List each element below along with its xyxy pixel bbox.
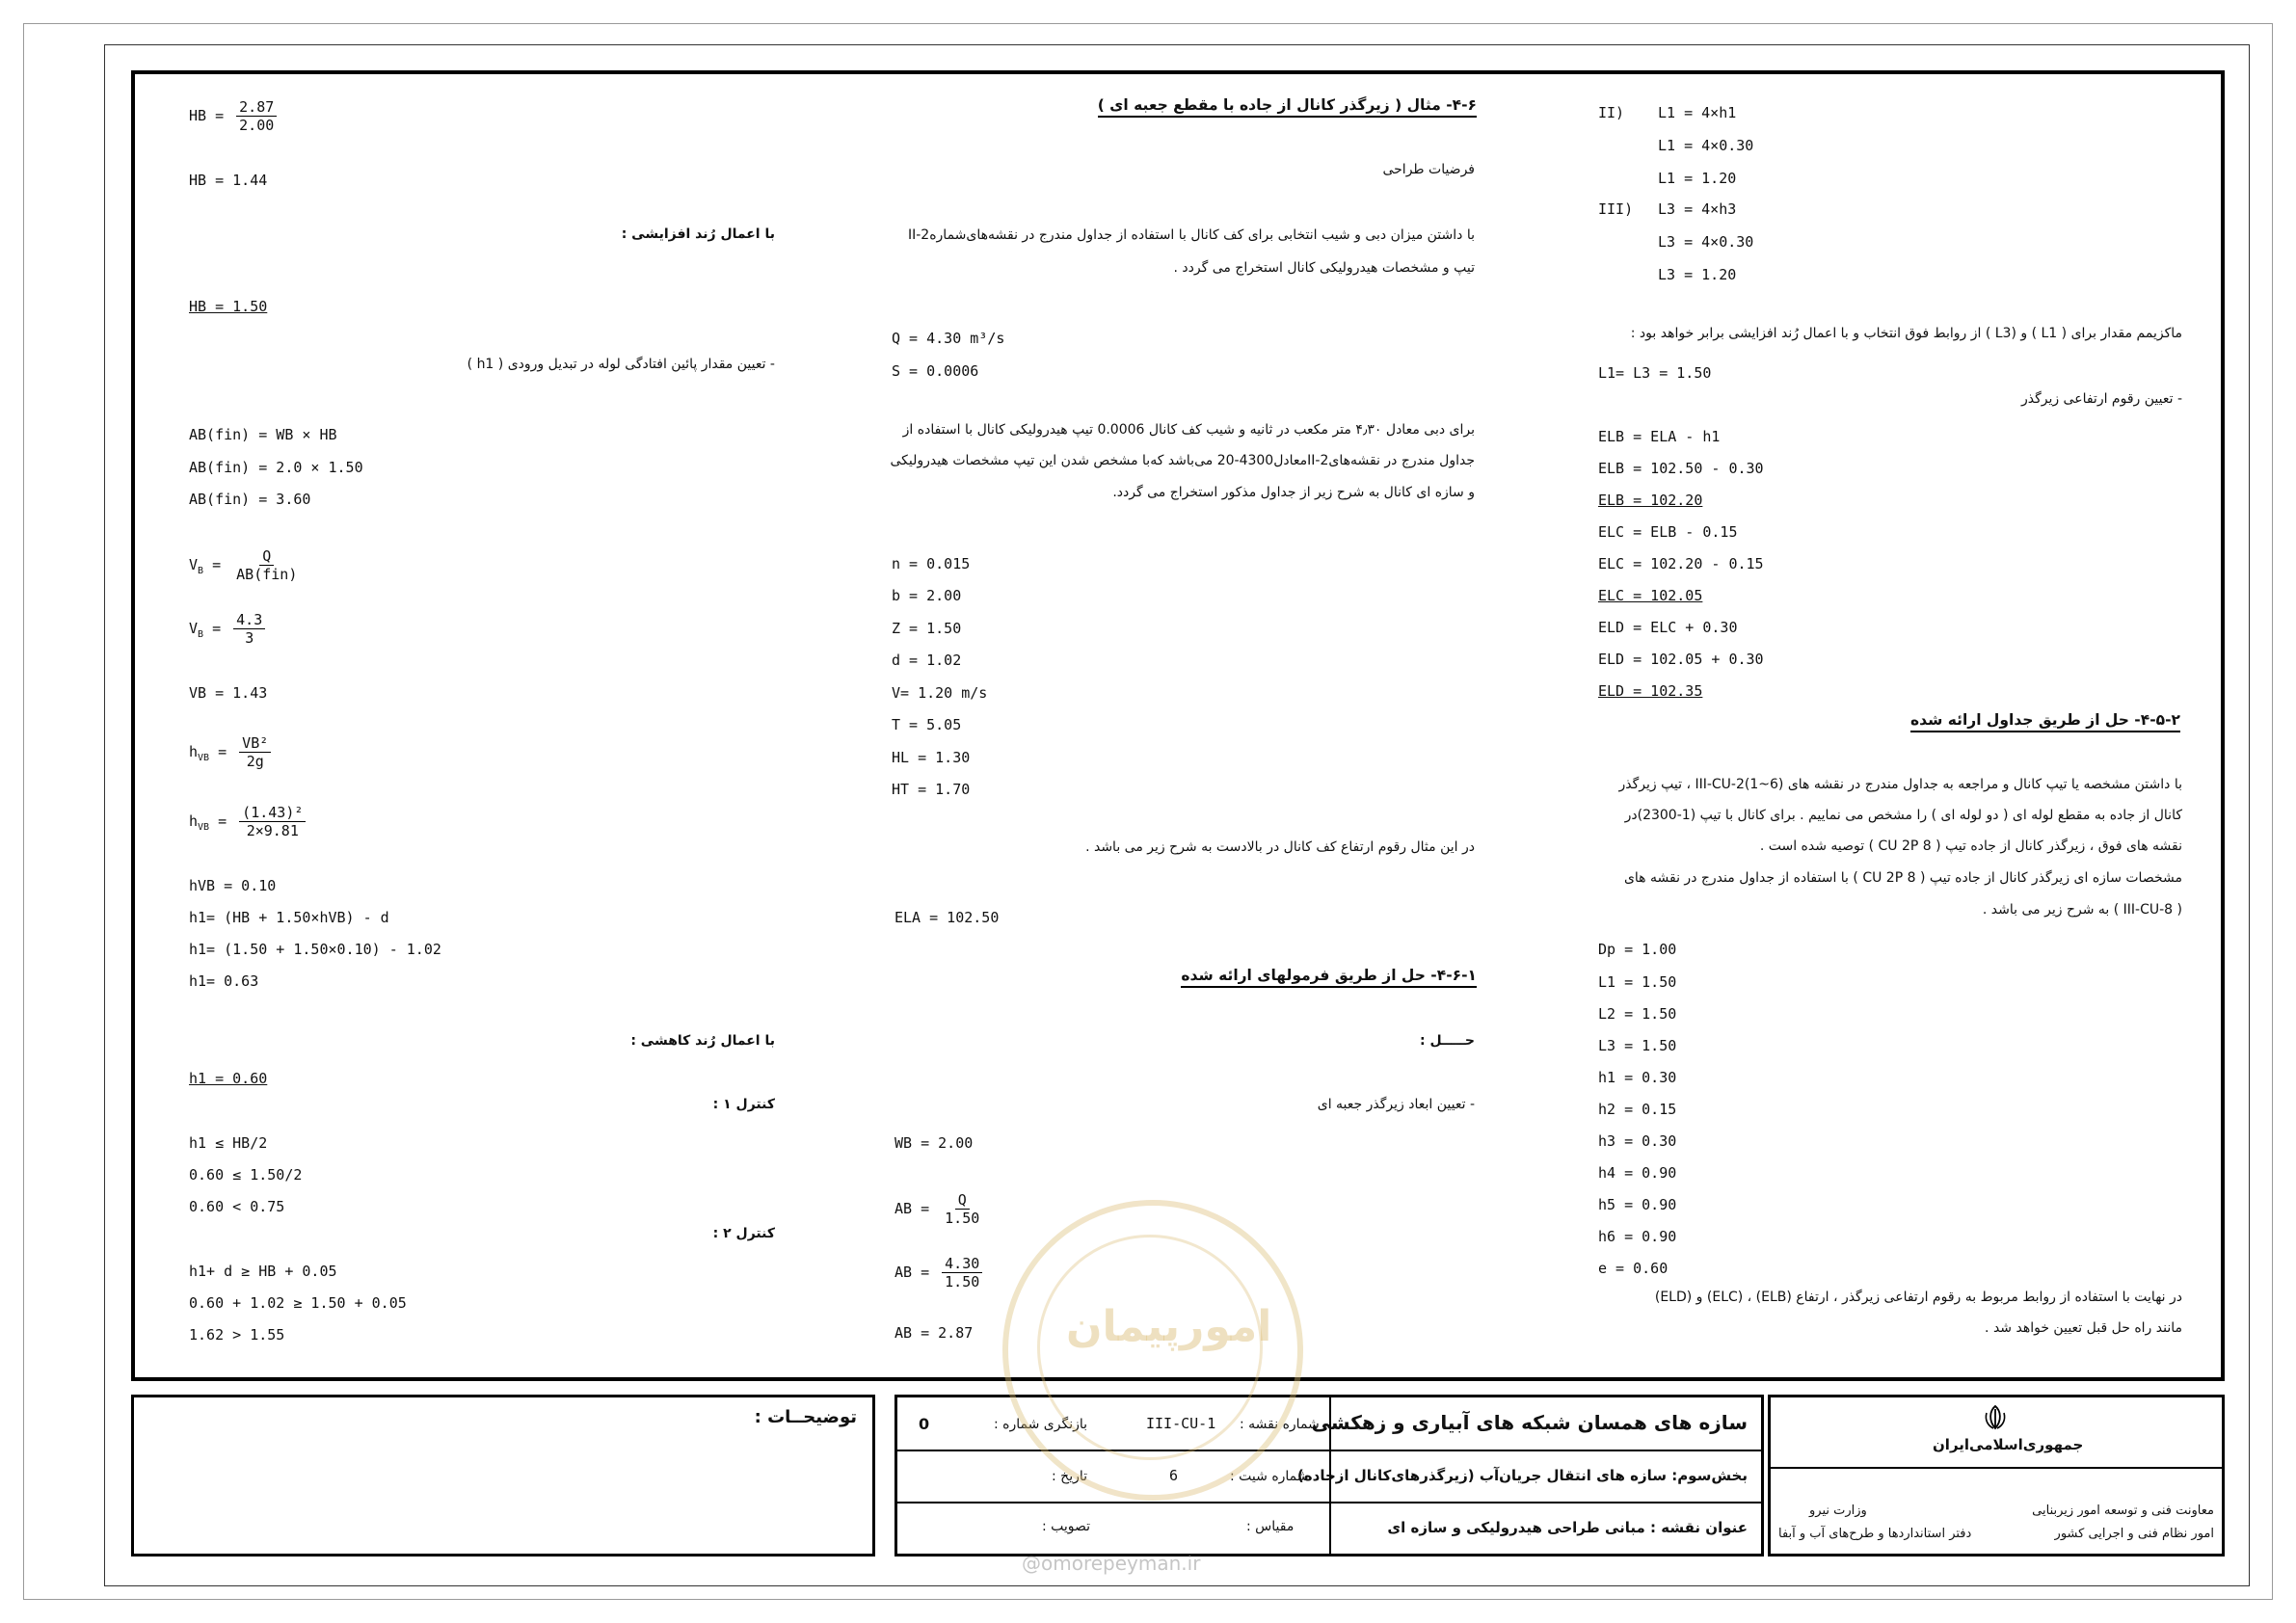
formula-fraction: HB = $\frac{2.87}{2.00}$ bbox=[189, 98, 277, 134]
map-title: عنوان نقشه : مبانی طراحی هیدرولیکی و سازه ای bbox=[1387, 1519, 1748, 1536]
param-line: S = 0.0006 bbox=[892, 362, 979, 380]
sub-heading: حـــــل : bbox=[1420, 1033, 1475, 1049]
dim-line: h3 = 0.30 bbox=[1598, 1132, 1677, 1150]
param-line: Z = 1.50 bbox=[892, 620, 962, 637]
case-label: III) bbox=[1598, 200, 1634, 218]
formula-fraction: AB = $\frac{Q}{1.50}$ bbox=[894, 1191, 980, 1227]
main-title: سازه های همسان شبکه های آبیاری و زهکشی bbox=[1311, 1411, 1748, 1434]
section-heading: ۴-۶- مثال ( زیرگذر کانال از جاده با مقطع جعبه ای ) bbox=[1098, 96, 1477, 118]
elev-line: ELB = 102.50 - 0.30 bbox=[1598, 460, 1764, 477]
ministry-name: وزارت نیرو bbox=[1809, 1503, 1867, 1518]
dim-line: L3 = 1.50 bbox=[1598, 1037, 1677, 1054]
paragraph: برای دبی معادل ۴٫۳۰ متر مکعب در ثانیه و شیب کف کانال 0.0006 تیپ هیدرولیکی کانال با استفاده از bbox=[902, 422, 1475, 438]
formula-line: L1 = 4×h1 bbox=[1658, 104, 1737, 121]
paragraph: جداول مندرج در نقشه‌های‌II-2معادل4300-20 می‌باشد که‌با مشخص شدن این تیپ مشخصات هیدرولیکی bbox=[890, 453, 1475, 468]
watermark-url: @omorepeyman.ir bbox=[1022, 1552, 1201, 1575]
org-line-2: امور نظام فنی و اجرایی کشور bbox=[2054, 1527, 2214, 1541]
param-line: b = 2.00 bbox=[892, 587, 962, 604]
date-label: تاریخ : bbox=[1052, 1469, 1088, 1484]
param-line: V= 1.20 m/s bbox=[892, 684, 988, 702]
dim-line: h2 = 0.15 bbox=[1598, 1101, 1677, 1118]
notes-label: توضیحــات : bbox=[754, 1407, 857, 1427]
param-line: T = 5.05 bbox=[892, 716, 962, 733]
formula-line: h1 ≤ HB/2 bbox=[189, 1134, 268, 1152]
formula-line: h1= (HB + 1.50×hVB) - d bbox=[189, 909, 389, 926]
dim-line: h5 = 0.90 bbox=[1598, 1196, 1677, 1213]
paragraph: مشخصات سازه ای زیرگذر کانال از جاده تیپ ( CU 2P 8 ) با استفاده از جداول مندرج در نقشه های bbox=[1623, 870, 2182, 886]
param-line: AB = 2.87 bbox=[894, 1324, 974, 1342]
scale-label: مقیاس : bbox=[1246, 1519, 1295, 1534]
drawing-no-value: III-CU-1 bbox=[1146, 1415, 1216, 1432]
dim-line: h4 = 0.90 bbox=[1598, 1164, 1677, 1182]
approval-label: تصویب : bbox=[1042, 1519, 1091, 1534]
case-label: II) bbox=[1598, 104, 1625, 121]
sub-heading: - تعیین ابعاد زیرگذر جعبه ای bbox=[1317, 1097, 1475, 1112]
formula-line: hVB = 0.10 bbox=[189, 877, 277, 894]
elev-line: ELB = 102.20 bbox=[1598, 492, 1703, 509]
elev-line: ELB = ELA - h1 bbox=[1598, 428, 1721, 445]
sub-heading: با اعمال رُند کاهشی : bbox=[630, 1033, 775, 1049]
elev-line: ELD = 102.35 bbox=[1598, 682, 1703, 700]
sheet-no-label: شماره شیت : bbox=[1230, 1469, 1309, 1484]
elev-line: ELD = 102.05 + 0.30 bbox=[1598, 651, 1764, 668]
paragraph: در نهایت با استفاده از روابط مربوط به رقوم ارتفاعی زیرگذر ، ارتفاع (ELB) ، (ELC) و (ELD) bbox=[1654, 1290, 2182, 1305]
formula-fraction: $V_B$ = $\frac{Q}{\text{AB(fin)}}$ bbox=[189, 547, 298, 583]
paragraph: با داشتن مشخصه یا تیپ کانال و مراجعه به جداول مندرج در نقشه های (6~1)III-CU-2 ، تیپ زیرگذر bbox=[1618, 777, 2182, 792]
organization-box bbox=[1768, 1395, 2225, 1556]
formula-line: VB = 1.43 bbox=[189, 684, 268, 702]
drawing-no-label: شماره نقشه : bbox=[1240, 1417, 1320, 1432]
org-line-1: معاونت فنی و توسعه امور زیربنایی bbox=[2032, 1503, 2214, 1518]
paragraph: و سازه ای کانال به شرح زیر از جداول مذکور استخراج می گردد. bbox=[1112, 485, 1475, 500]
formula-line: L3 = 4×h3 bbox=[1658, 200, 1737, 218]
formula-line: 0.60 ≤ 1.50/2 bbox=[189, 1166, 303, 1184]
formula-line: 0.60 + 1.02 ≥ 1.50 + 0.05 bbox=[189, 1294, 407, 1312]
dim-line: e = 0.60 bbox=[1598, 1260, 1669, 1277]
paragraph: در این مثال رقوم ارتفاع کف کانال در بالادست به شرح زیر می باشد . bbox=[1085, 839, 1475, 855]
param-line: HL = 1.30 bbox=[892, 749, 971, 766]
formula-line: AB(fin) = 3.60 bbox=[189, 491, 311, 508]
formula-line: L1 = 1.20 bbox=[1658, 170, 1737, 187]
country-name: جمهوری‌اسلامی‌ایران bbox=[1933, 1436, 2084, 1453]
param-line: d = 1.02 bbox=[892, 652, 962, 669]
sub-heading: با اعمال رُند افزایشی : bbox=[621, 226, 775, 242]
sub-heading: فرضیات طراحی bbox=[1382, 162, 1475, 177]
formula-fraction: $h_{VB}$ = $\frac{\text{(1.43)²}}{2\times 9.81}$ bbox=[189, 804, 306, 839]
sub-heading: کنترل ۲ : bbox=[712, 1226, 775, 1241]
formula-line: AB(fin) = WB × HB bbox=[189, 426, 337, 443]
formula-line: HB = 1.50 bbox=[189, 298, 268, 315]
revision-label: بازنگری شماره : bbox=[994, 1417, 1088, 1432]
paragraph: مانند راه حل قبل تعیین خواهد شد . bbox=[1985, 1320, 2182, 1336]
param-line: ELA = 102.50 bbox=[894, 909, 1000, 926]
dim-line: h6 = 0.90 bbox=[1598, 1228, 1677, 1245]
watermark-logo: امورپیمان bbox=[1002, 1200, 1303, 1501]
param-line: Q = 4.30 m³/s bbox=[892, 330, 1005, 347]
sub-heading: کنترل ۱ : bbox=[712, 1097, 775, 1112]
paragraph: ( III-CU-8 ) به شرح زیر می باشد . bbox=[1982, 902, 2182, 918]
formula-line: 1.62 > 1.55 bbox=[189, 1326, 285, 1344]
formula-fraction: $h_{VB}$ = $\frac{\text{VB²}}{2g}$ bbox=[189, 734, 271, 770]
result-line: L1= L3 = 1.50 bbox=[1598, 364, 1712, 382]
paragraph: کانال از جاده به مقطع لوله ای ( دو لوله ای ) را مشخص می نماییم . برای کانال با تیپ (1-2300)در bbox=[1624, 808, 2182, 823]
formula-line: HB = 1.44 bbox=[189, 172, 268, 189]
formula-line: h1+ d ≥ HB + 0.05 bbox=[189, 1263, 337, 1280]
formula-line: AB(fin) = 2.0 × 1.50 bbox=[189, 459, 363, 476]
formula-line: h1= (1.50 + 1.50×0.10) - 1.02 bbox=[189, 941, 441, 958]
formula-fraction: $V_B$ = $\frac{4.3}{3}$ bbox=[189, 611, 265, 647]
formula-fraction: AB = $\frac{4.30}{1.50}$ bbox=[894, 1255, 982, 1290]
elev-line: ELC = 102.05 bbox=[1598, 587, 1703, 604]
emblem-icon bbox=[1981, 1403, 2010, 1432]
param-line: n = 0.015 bbox=[892, 555, 971, 572]
formula-line: L1 = 4×0.30 bbox=[1658, 137, 1754, 154]
elev-line: ELC = ELB - 0.15 bbox=[1598, 523, 1738, 541]
formula-line: h1= 0.63 bbox=[189, 972, 259, 990]
paragraph: تیپ و مشخصات هیدرولیکی کانال استخراج می گردد . bbox=[1173, 260, 1475, 276]
section-title: بخش‌سوم: سازه های انتقال جریان‌آب (زیرگذرهای‌کانال ازجاده) bbox=[1296, 1467, 1748, 1484]
param-line: WB = 2.00 bbox=[894, 1134, 974, 1152]
sub-heading: - تعیین رقوم ارتفاعی زیرگذر bbox=[2020, 391, 2182, 407]
paragraph: نقشه های فوق ، زیرگذر کانال از جاده تیپ ( CU 2P 8 ) توصیه شده است . bbox=[1759, 838, 2182, 854]
paragraph: ماکزیمم مقدار برای ( L1 ) و (L3 ) از روابط فوق انتخاب و با اعمال رُند افزایشی برابر خواهد بود : bbox=[1630, 326, 2182, 341]
sub-heading: - تعیین مقدار پائین افتادگی لوله در تبدیل ورودی ( h1 ) bbox=[467, 357, 775, 372]
formula-line: L3 = 4×0.30 bbox=[1658, 233, 1754, 251]
paragraph: با داشتن میزان دبی و شیب انتخابی برای کف کانال با استفاده از جداول مندرج در نقشه‌های‌شماره‌II-2 bbox=[907, 227, 1475, 243]
section-heading: ۴-۵-۲- حل از طریق جداول ارائه شده bbox=[1910, 711, 2180, 732]
section-heading: ۴-۶-۱- حل از طریق فرمولهای ارائه شده bbox=[1181, 967, 1477, 988]
dim-line: L1 = 1.50 bbox=[1598, 973, 1677, 991]
elev-line: ELC = 102.20 - 0.15 bbox=[1598, 555, 1764, 572]
dim-line: L2 = 1.50 bbox=[1598, 1005, 1677, 1023]
elev-line: ELD = ELC + 0.30 bbox=[1598, 619, 1738, 636]
param-line: HT = 1.70 bbox=[892, 781, 971, 798]
formula-line: 0.60 < 0.75 bbox=[189, 1198, 285, 1215]
revision-value: 0 bbox=[919, 1415, 930, 1433]
notes-box bbox=[131, 1395, 875, 1556]
dim-line: Dp = 1.00 bbox=[1598, 941, 1677, 958]
office-name: دفتر استانداردها و طرح‌های آب و آبفا bbox=[1778, 1527, 1972, 1541]
formula-line: L3 = 1.20 bbox=[1658, 266, 1737, 283]
formula-line: h1 = 0.60 bbox=[189, 1070, 268, 1087]
dim-line: h1 = 0.30 bbox=[1598, 1069, 1677, 1086]
sheet-no-value: 6 bbox=[1169, 1467, 1179, 1484]
